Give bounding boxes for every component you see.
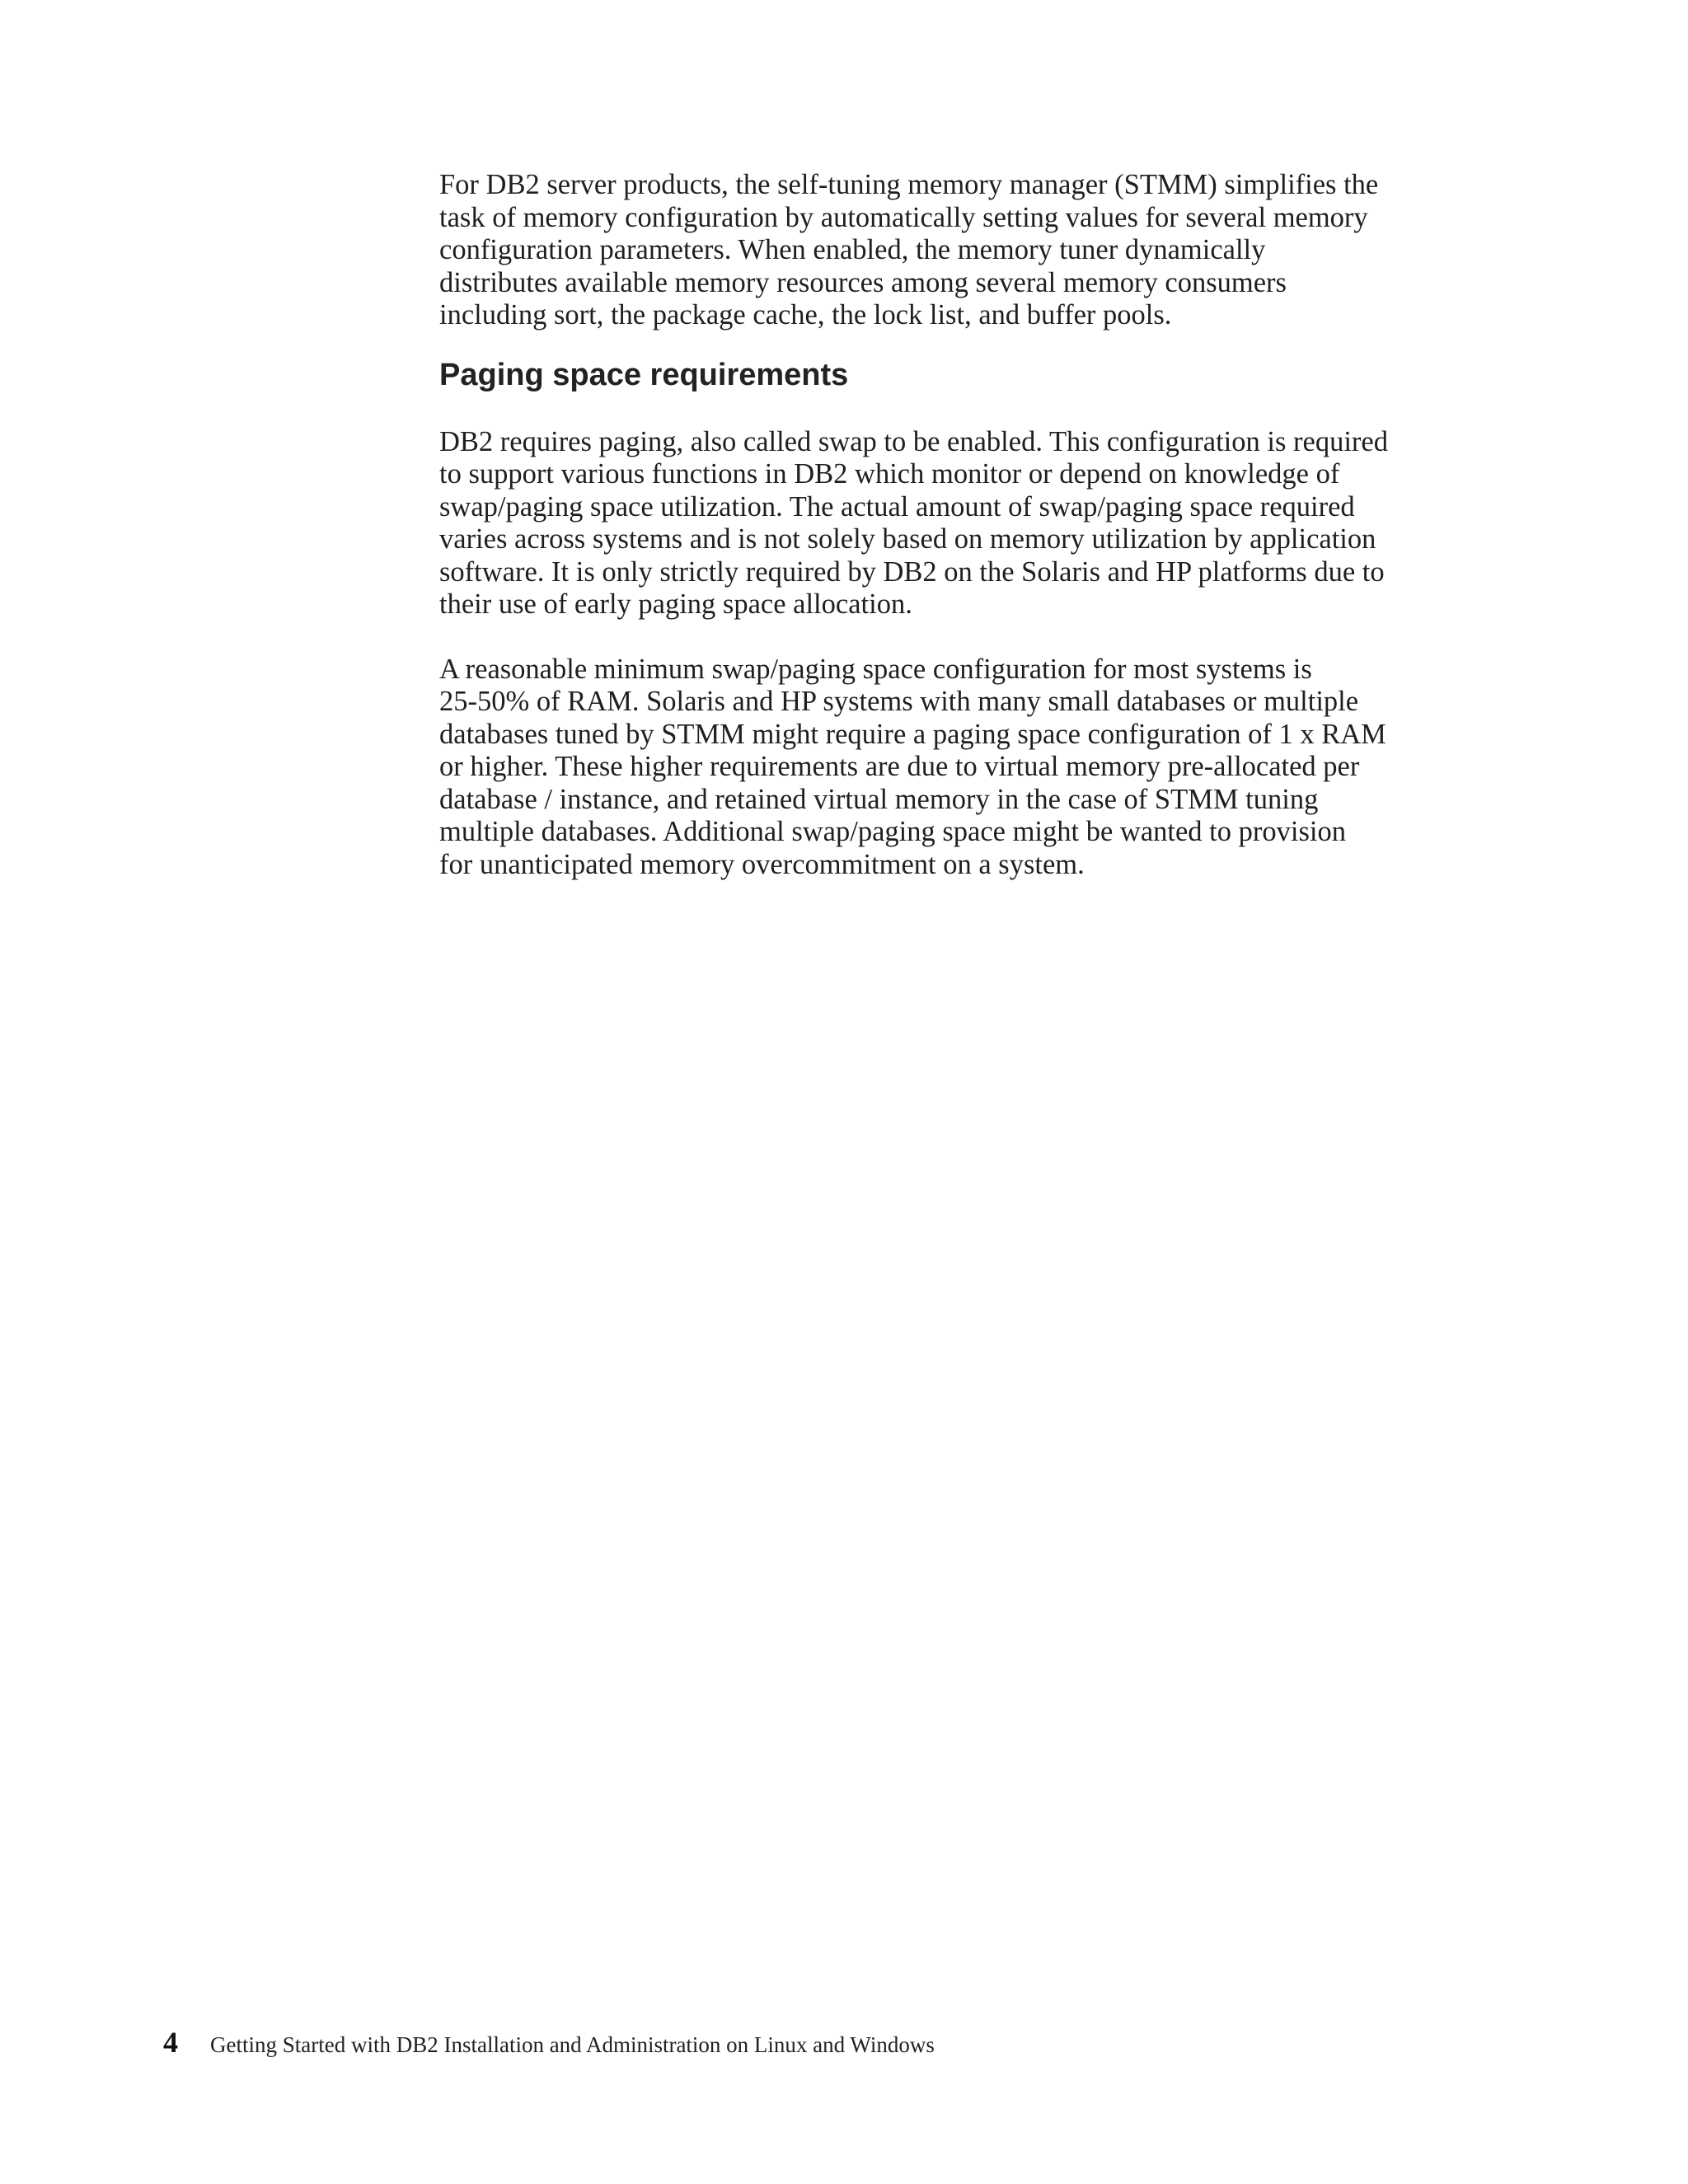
text-line: or higher. These higher requirements are due to virtual memory pre-allocated per [439,751,1360,782]
paragraph-paging-requirement [439,426,1478,621]
section-heading: Paging space requirements [439,357,849,392]
text-line: distributes available memory resources among several memory consumers [439,266,1287,298]
text-line: for unanticipated memory overcommitment on a system. [439,848,1085,880]
text-line: configuration parameters. When enabled, the memory tuner dynamically [439,234,1266,265]
paragraph-stmm [439,169,1478,332]
text-line: swap/paging space utilization. The actual amount of swap/paging space required [439,490,1355,523]
text-line: including sort, the package cache, the lock list, and buffer pools. [439,299,1172,330]
text-line: multiple databases. Additional swap/paging space might be wanted to provision [439,816,1346,847]
page-number: 4 [163,2026,178,2059]
text-line: varies across systems and is not solely based on memory utilization by application [439,523,1376,555]
text-line: software. It is only strictly required by DB2 on the Solaris and HP platforms due to [439,555,1385,588]
page-footer [163,2025,935,2060]
text-line: A reasonable minimum swap/paging space configuration for most systems is [439,653,1312,685]
document-body [439,169,1478,881]
running-title: Getting Started with DB2 Installation and Administration on Linux and Windows [210,2032,935,2057]
text-line: database / instance, and retained virtual memory in the case of STMM tuning [439,783,1319,815]
text-line: task of memory configuration by automatically setting values for several memory [439,201,1368,233]
text-line: 25-50% of RAM. Solaris and HP systems with many small databases or multiple [439,686,1359,717]
paragraph-minimum-swap [439,654,1478,882]
text-line: their use of early paging space allocation. [439,588,912,620]
text-line: databases tuned by STMM might require a paging space configuration of 1 x RAM [439,718,1386,750]
text-line: to support various functions in DB2 which monitor or depend on knowledge of [439,458,1340,490]
text-line: DB2 requires paging, also called swap to be enabled. This configuration is required [439,425,1388,457]
text-line: For DB2 server products, the self-tuning memory manager (STMM) simplifies the [439,169,1379,200]
